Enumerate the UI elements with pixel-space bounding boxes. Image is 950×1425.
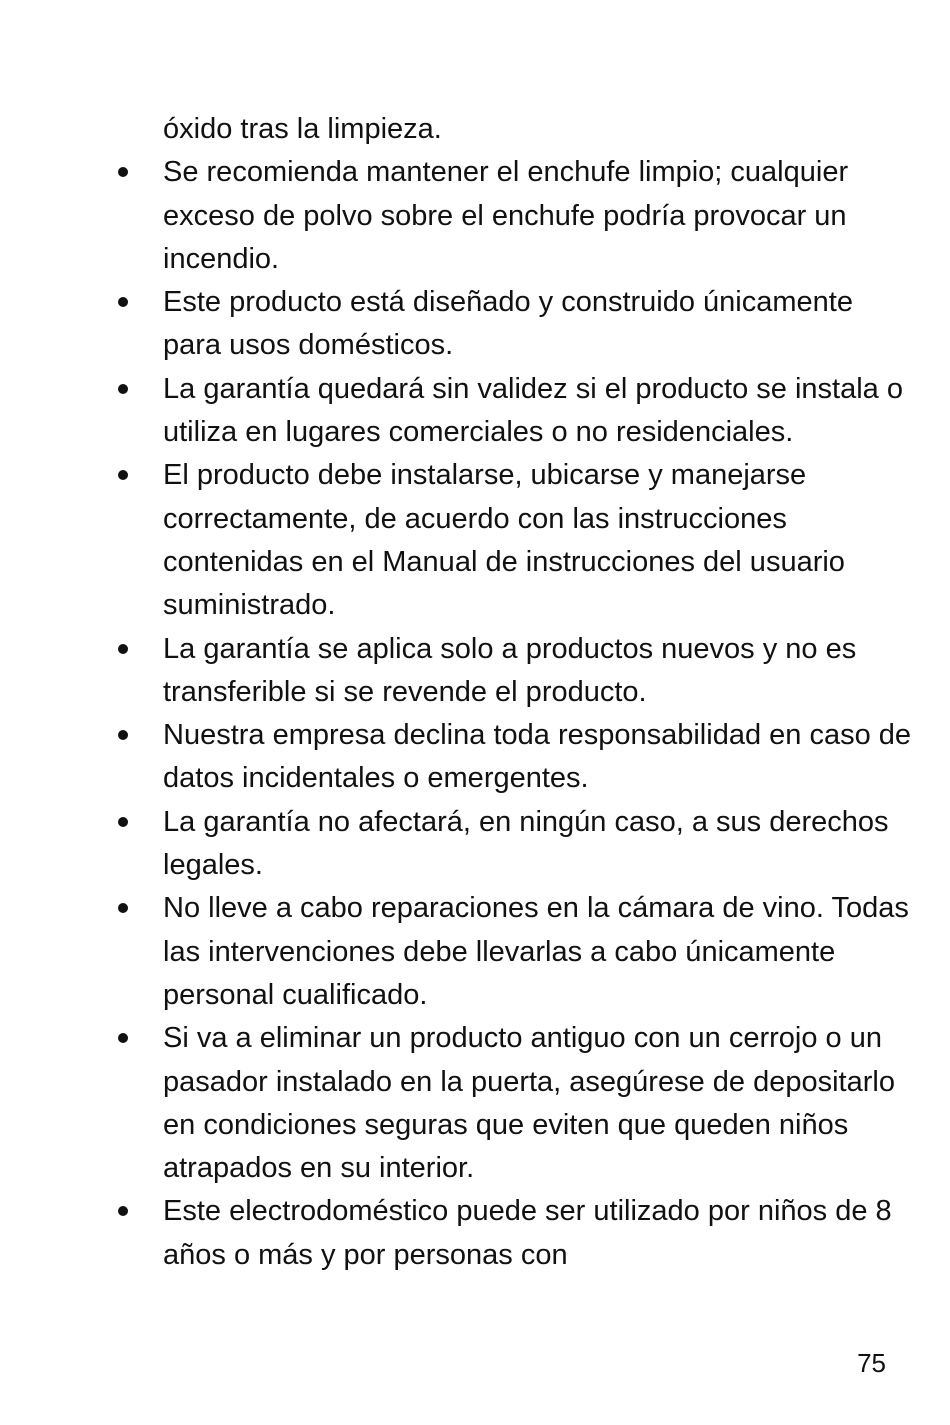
list-item-text: La garantía no afectará, en ningún caso, a sus derechos legales. [163, 805, 889, 882]
list-item-text: La garantía quedará sin validez si el producto se instala o utiliza en lugares comerciales o no residenciales. [163, 372, 903, 449]
list-item-text: Este electrodoméstico puede ser utilizado por niños de 8 años o más y por personas con [163, 1195, 892, 1271]
bullet-icon [118, 1206, 128, 1216]
bullet-icon [118, 167, 128, 177]
list-item [112, 801, 912, 888]
list-item-text: No lleve a cabo reparaciones en la cámara de vino. Todas las intervenciones debe llevarlas a cabo únicamente personal cualificado. [163, 892, 909, 1011]
list-item [112, 887, 912, 1017]
body-text [112, 108, 912, 1277]
list-item [112, 281, 912, 368]
bullet-icon [118, 1033, 128, 1043]
bullet-icon [118, 730, 128, 740]
list-item [112, 714, 912, 801]
list-item [112, 368, 912, 455]
bullet-icon [118, 297, 128, 307]
bullet-list [112, 151, 912, 1277]
bullet-icon [118, 817, 128, 827]
list-item [112, 628, 912, 715]
list-item [112, 454, 912, 627]
bullet-icon [118, 384, 128, 394]
list-item-text: La garantía se aplica solo a productos nuevos y no es transferible si se revende el producto. [163, 632, 857, 708]
list-item-text: El producto debe instalarse, ubicarse y manejarse correctamente, de acuerdo con las instrucciones contenidas en el Manual de instrucciones del usuario suministrado. [163, 459, 845, 622]
list-item [112, 1017, 912, 1190]
list-item-text: Nuestra empresa declina toda responsabilidad en caso de datos incidentales o emergentes. [163, 719, 912, 795]
continuation-paragraph: óxido tras la limpieza. [163, 113, 442, 145]
bullet-icon [118, 903, 128, 913]
bullet-icon [118, 644, 128, 654]
bullet-icon [118, 470, 128, 480]
list-item-text: Este producto está diseñado y construido únicamente para usos domésticos. [163, 286, 853, 362]
list-item-text: Se recomienda mantener el enchufe limpio; cualquier exceso de polvo sobre el enchufe podría provocar un incendio. [163, 156, 849, 275]
list-item [112, 1190, 912, 1277]
list-item [112, 151, 912, 281]
list-item-text: Si va a eliminar un producto antiguo con un cerrojo o un pasador instalado en la puerta, asegúrese de depositarlo en condiciones seguras que eviten que queden niños atrapados en su interior. [163, 1022, 895, 1185]
page-number: 75 [857, 1348, 886, 1378]
